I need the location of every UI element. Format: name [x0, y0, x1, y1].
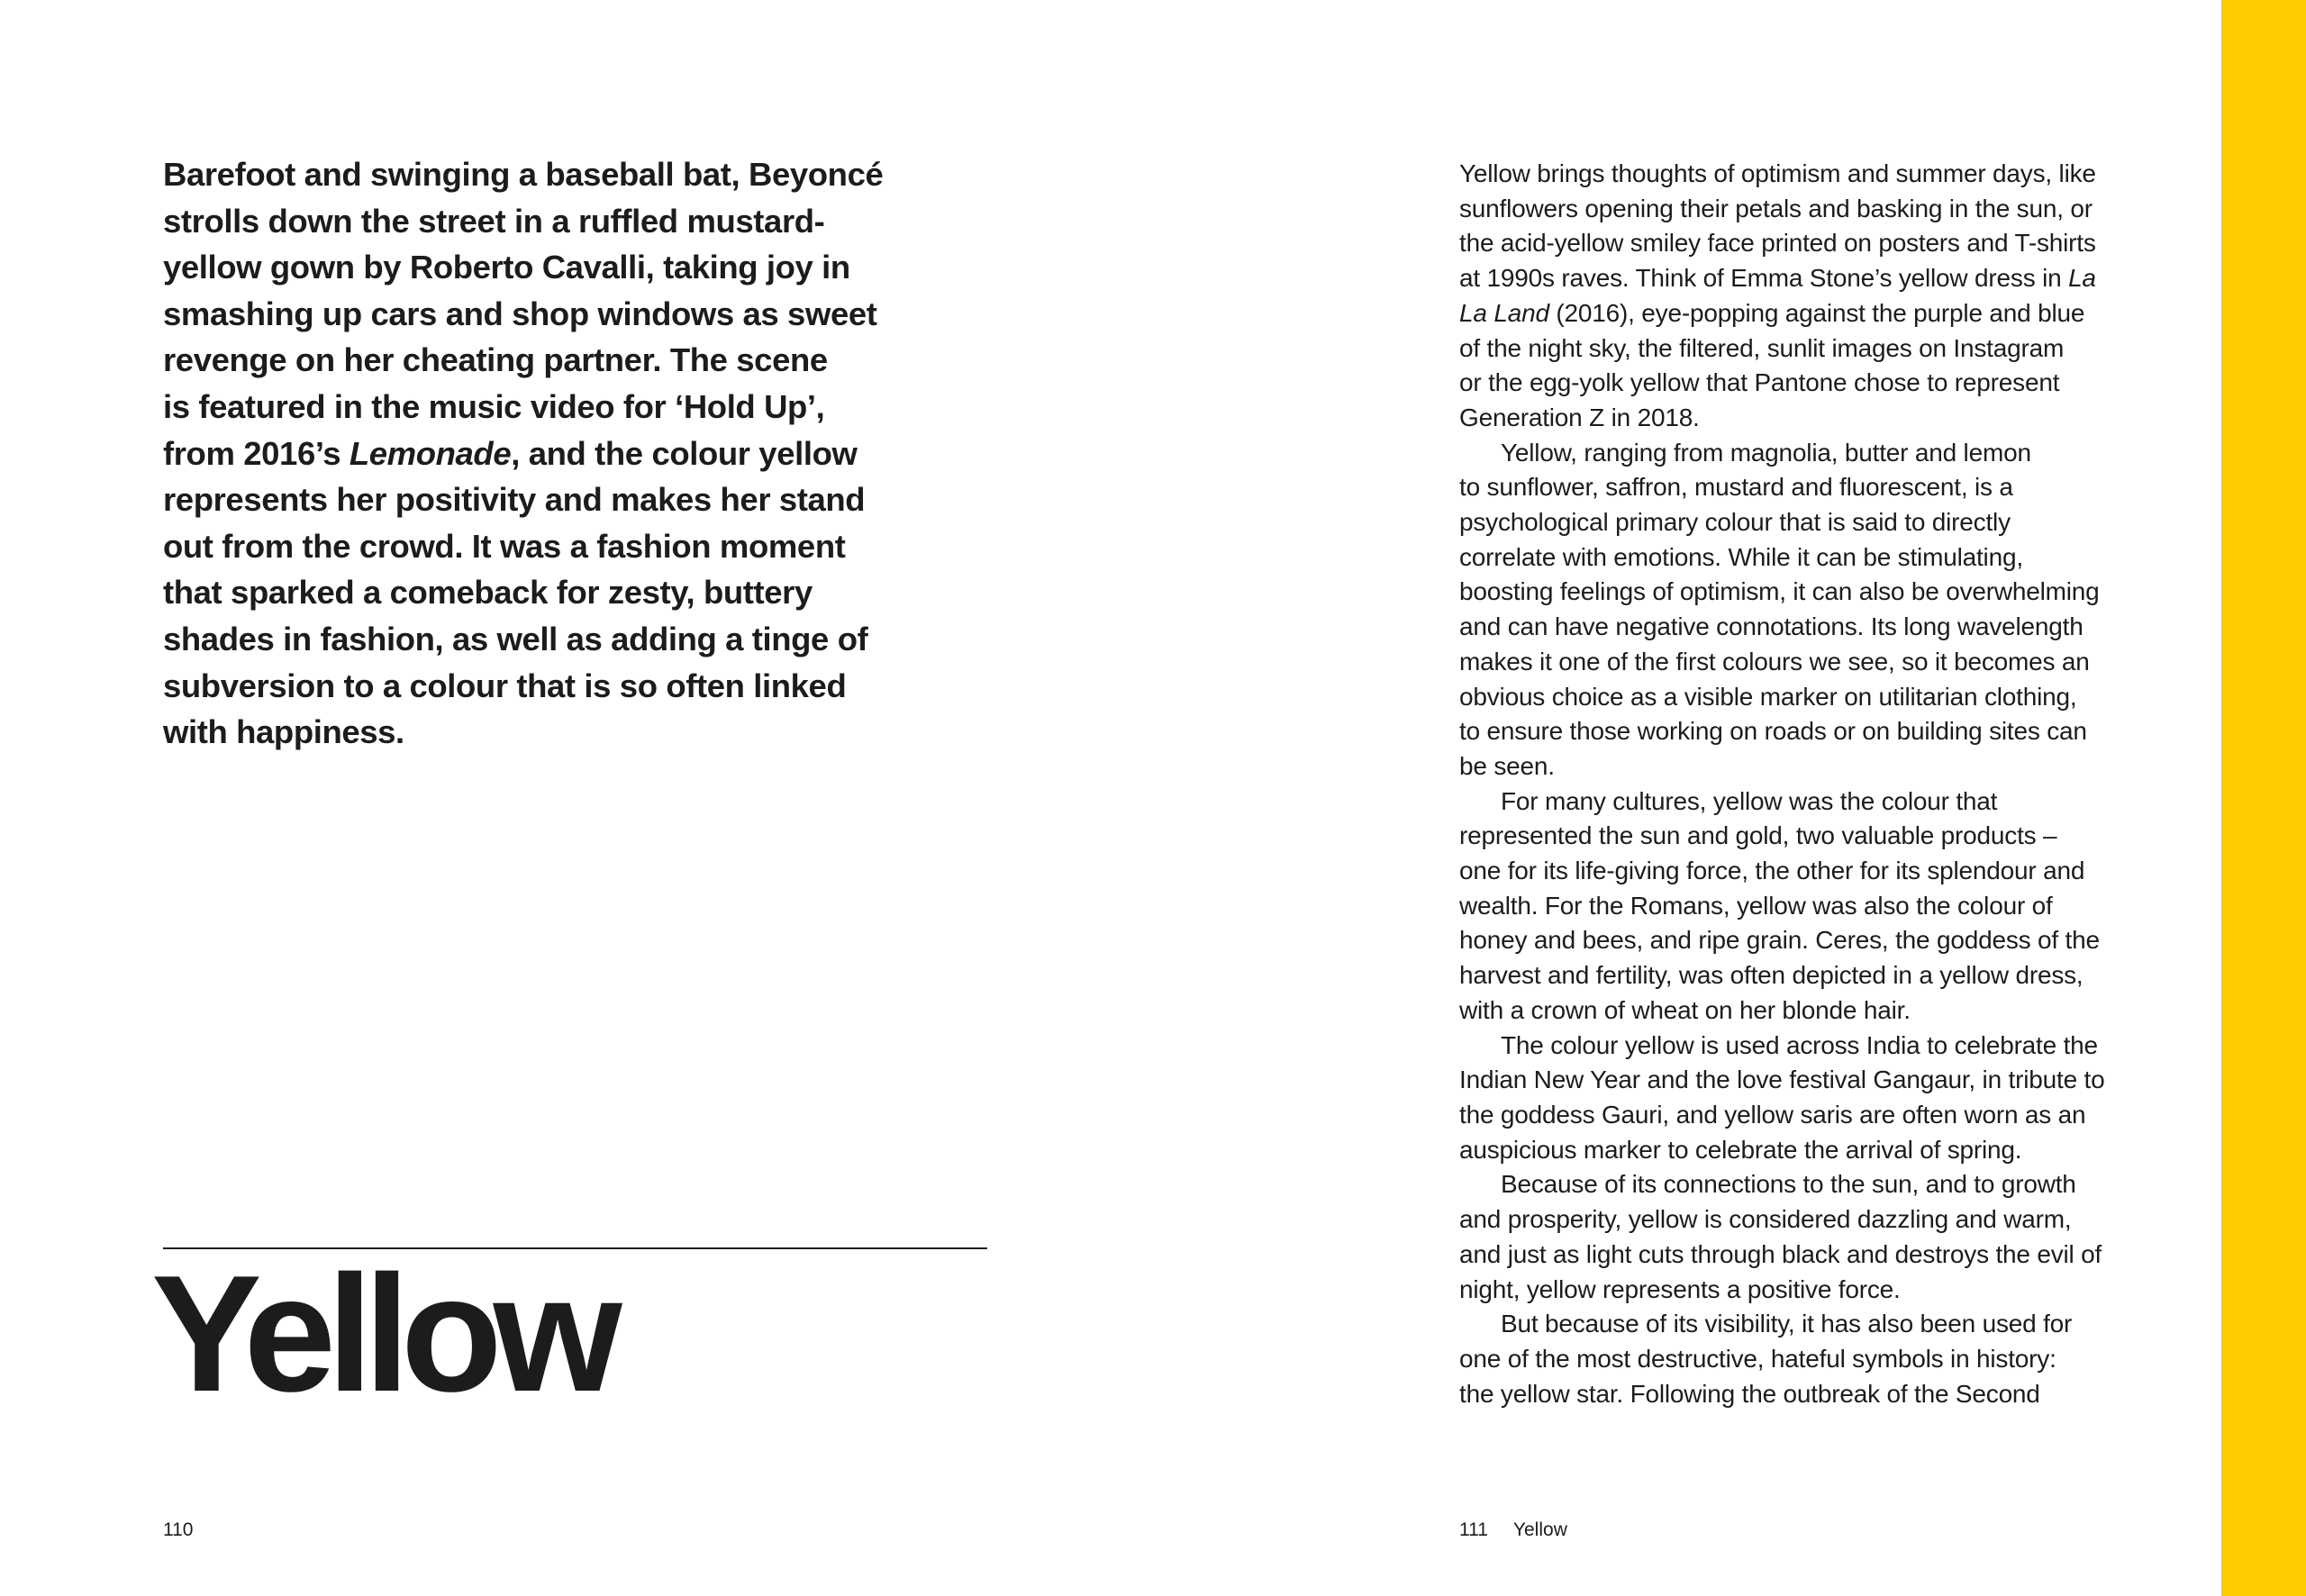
intro-line-text: smashing up cars and shop windows as sweet [163, 295, 877, 332]
intro-line [163, 384, 920, 431]
body-line-text: Indian New Year and the love festival Gangaur, in tribute to [1459, 1066, 2105, 1094]
body-line [1459, 1063, 2162, 1098]
body-line [1459, 610, 2162, 645]
body-line-text: But because of its visibility, it has also been used for [1501, 1310, 2073, 1338]
intro-line [163, 244, 920, 291]
body-line [1459, 1273, 2162, 1308]
body-line-text: obvious choice as a visible marker on utilitarian clothing, [1459, 682, 2077, 711]
intro-line [163, 709, 920, 756]
body-line [1459, 296, 2162, 331]
body-line [1459, 575, 2162, 610]
body-line [1459, 261, 2162, 296]
body-line [1459, 1342, 2162, 1377]
intro-line [163, 663, 920, 710]
body-line-text: psychological primary colour that is said to directly [1459, 508, 2011, 537]
body-line-text: of the night sky, the filtered, sunlit images on Instagram [1459, 333, 2065, 362]
body-line-text: or the egg-yolk yellow that Pantone chose to represent [1459, 368, 2060, 397]
body-line-text: auspicious marker to celebrate the arrival of spring. [1459, 1135, 2022, 1164]
intro-line [163, 198, 920, 245]
body-line [1459, 1098, 2162, 1133]
body-line-text: the goddess Gauri, and yellow saris are often worn as an [1459, 1100, 2086, 1129]
body-line-text: and can have negative connotations. Its long wavelength [1459, 612, 2084, 641]
body-line-text: to ensure those working on roads or on building sites can [1459, 717, 2087, 746]
intro-line-text: that sparked a comeback for zesty, buttery [163, 574, 813, 612]
intro-line [163, 523, 920, 570]
body-line [1459, 540, 2162, 576]
body-line [1459, 1029, 2162, 1064]
body-line-italic-title: La [2068, 264, 2096, 293]
page-number-right: 111 [1459, 1519, 1488, 1540]
body-line-text: one for its life-giving force, the other for its splendour and [1459, 857, 2085, 885]
body-line-text: correlate with emotions. While it can be stimulating, [1459, 542, 2023, 571]
intro-line [163, 337, 920, 384]
body-line [1459, 226, 2162, 261]
body-line-text: the acid-yellow smiley face printed on posters and T-shirts [1459, 229, 2096, 258]
body-line-text-after: (2016), eye-popping against the purple and blue [1548, 298, 2085, 327]
intro-line [163, 431, 920, 477]
running-head: Yellow [1512, 1519, 1567, 1540]
body-line-text: and just as light cuts through black and destroys the evil of [1459, 1239, 2102, 1268]
intro-line-text: Barefoot and swinging a baseball bat, Beyoncé [163, 156, 884, 193]
intro-line-text: revenge on her cheating partner. The scene [163, 341, 828, 379]
body-line-text: represented the sun and gold, two valuable products – [1459, 821, 2057, 850]
body-line [1459, 714, 2162, 749]
body-line-text: Yellow brings thoughts of optimism and summer days, like [1459, 159, 2096, 187]
body-line-text: with a crown of wheat on her blonde hair. [1459, 995, 1911, 1024]
body-line-text: at 1990s raves. Think of Emma Stone’s yellow dress in [1459, 264, 2069, 293]
intro-line [163, 476, 920, 523]
body-line-text: night, yellow represents a positive force. [1459, 1274, 1901, 1303]
chapter-title: Yellow [151, 1240, 613, 1426]
body-line [1459, 1307, 2162, 1342]
body-line [1459, 1377, 2162, 1412]
body-line [1459, 366, 2162, 401]
body-line [1459, 923, 2162, 958]
body-line-text: Generation Z in 2018. [1459, 403, 1700, 431]
body-text-column [1459, 157, 2162, 1411]
body-line [1459, 993, 2162, 1029]
intro-line-text: is featured in the music video for ‘Hold Up’, [163, 387, 825, 425]
body-line [1459, 1202, 2162, 1238]
body-line-text: boosting feelings of optimism, it can also be overwhelming [1459, 577, 2100, 606]
body-line [1459, 1133, 2162, 1168]
body-line-text: the yellow star. Following the outbreak of the Second [1459, 1379, 2040, 1408]
body-line [1459, 958, 2162, 993]
body-line [1459, 1167, 2162, 1202]
intro-line-text: subversion to a colour that is so often linked [163, 667, 847, 704]
body-line [1459, 854, 2162, 889]
body-line [1459, 401, 2162, 436]
body-line [1459, 819, 2162, 854]
body-line-text: For many cultures, yellow was the colour that [1501, 786, 1998, 815]
intro-line [163, 616, 920, 663]
body-line [1459, 436, 2162, 471]
intro-line-text: with happiness. [163, 713, 404, 751]
intro-line [163, 151, 920, 198]
body-line [1459, 505, 2162, 540]
body-line [1459, 192, 2162, 227]
body-line-text: wealth. For the Romans, yellow was also the colour of [1459, 891, 2053, 920]
intro-line-italic-title: Lemonade [349, 434, 512, 472]
body-line [1459, 331, 2162, 367]
body-line-text: one of the most destructive, hateful symbols in history: [1459, 1344, 2056, 1373]
body-line-text: Yellow, ranging from magnolia, butter and lemon [1501, 438, 2031, 467]
body-line-text: be seen. [1459, 751, 1555, 780]
body-line-text: Because of its connections to the sun, and to growth [1501, 1170, 2076, 1199]
body-line-text: honey and bees, and ripe grain. Ceres, the goddess of the [1459, 926, 2100, 955]
body-line [1459, 645, 2162, 680]
intro-line [163, 291, 920, 338]
body-line-text: sunflowers opening their petals and basking in the sun, or [1459, 194, 2093, 222]
body-line-text: and prosperity, yellow is considered dazzling and warm, [1459, 1205, 2072, 1234]
intro-line-text: from 2016’s [163, 434, 350, 472]
body-line [1459, 1238, 2162, 1273]
body-line [1459, 157, 2162, 192]
body-line [1459, 680, 2162, 715]
body-line-italic-title: La Land [1459, 298, 1549, 327]
intro-paragraph [163, 151, 920, 756]
intro-line-text: out from the crowd. It was a fashion moment [163, 527, 846, 565]
body-line [1459, 889, 2162, 924]
page-number-left: 110 [163, 1519, 194, 1540]
body-line-text: makes it one of the first colours we see, so it becomes an [1459, 647, 2090, 676]
yellow-accent-band [2221, 0, 2306, 1596]
folio-right [1459, 1519, 1567, 1542]
body-line [1459, 784, 2162, 820]
body-line-text: The colour yellow is used across India to celebrate the [1501, 1030, 2098, 1059]
body-line [1459, 749, 2162, 784]
intro-line-text: represents her positivity and makes her stand [163, 481, 866, 519]
body-line-text: to sunflower, saffron, mustard and fluorescent, is a [1459, 473, 2013, 502]
intro-line [163, 569, 920, 616]
intro-line-text: strolls down the street in a ruffled mustard- [163, 202, 825, 240]
body-line-text: harvest and fertility, was often depicted in a yellow dress, [1459, 961, 2084, 990]
body-line [1459, 470, 2162, 505]
intro-line-text: yellow gown by Roberto Cavalli, taking joy in [163, 249, 850, 286]
intro-line-text: shades in fashion, as well as adding a tinge of [163, 620, 868, 657]
intro-line-text-after: , and the colour yellow [511, 434, 858, 472]
